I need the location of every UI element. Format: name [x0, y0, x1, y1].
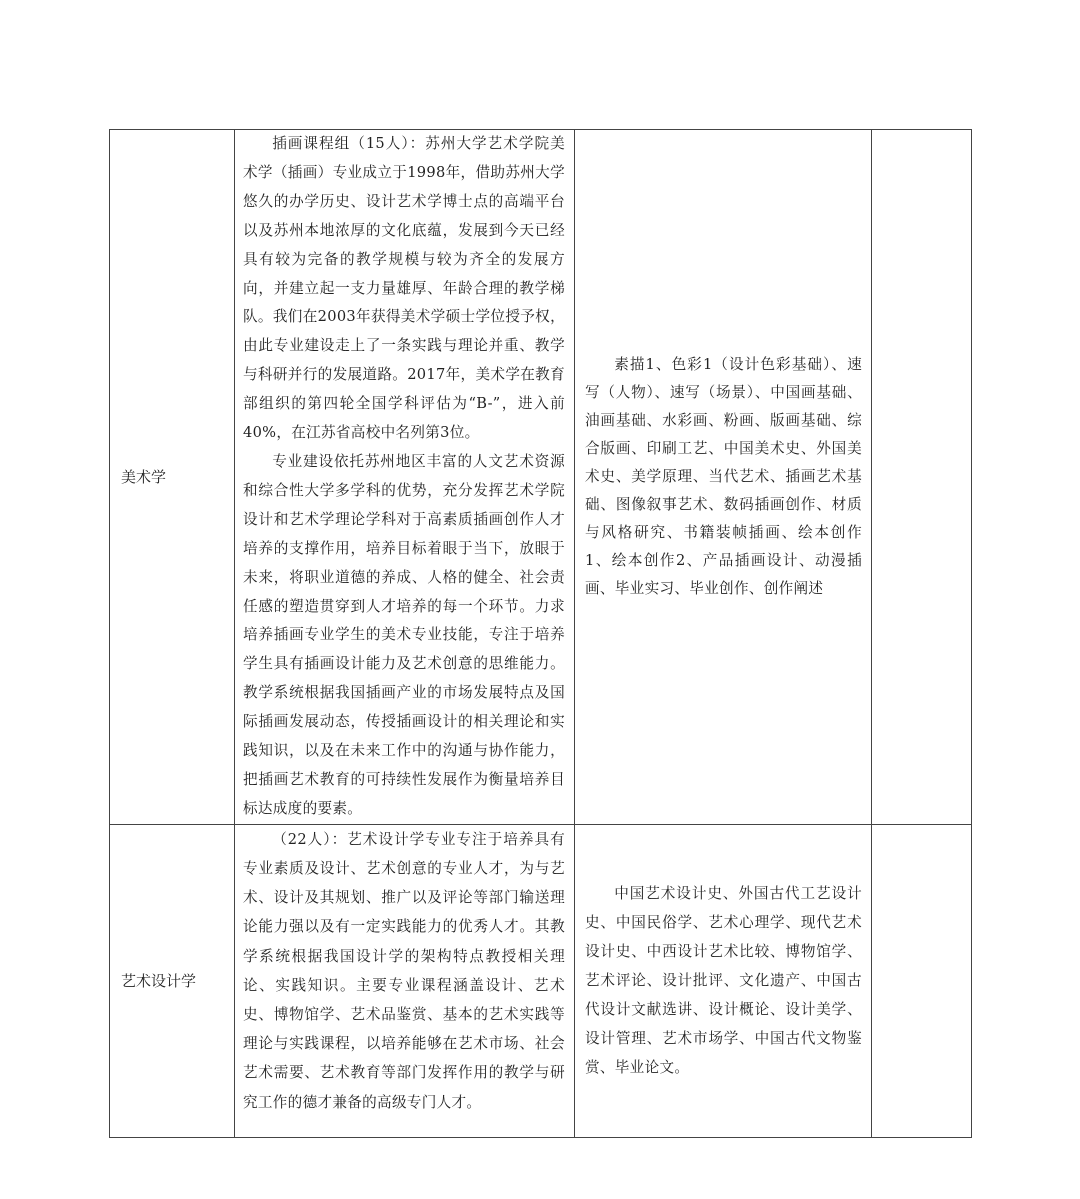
major-name: 艺术设计学 [121, 972, 197, 991]
table-row [110, 130, 972, 825]
table-row [110, 824, 972, 1137]
note-cell [872, 824, 972, 1137]
courses-cell [575, 824, 872, 1137]
courses-cell [575, 130, 872, 825]
description-paragraph: 专业建设依托苏州地区丰富的人文艺术资源和综合性大学多学科的优势，充分发挥艺术学院设计和艺术学理论学科对于高素质插画创作人才培养的支撑作用，培养目标着眼于当下，放眼于未来，将职业道德的养成、人格的健全、社会责任感的塑造贯穿到人才培养的每一个环节。力求培养插画专业学生的美术专业技能，专注于培养学生具有插画设计能力及艺术创意的思维能力。教学系统根据我国插画产业的市场发展特点及国际插画发展动态，传授插画设计的相关理论和实践知识，以及在未来工作中的沟通与协作能力，把插画艺术教育的可持续性发展作为衡量培养目标达成度的要素。 [243, 452, 565, 817]
description-paragraph: （22人）：艺术设计学专业专注于培养具有专业素质及设计、艺术创意的专业人才，为与艺术、设计及其规划、推广以及评论等部门输送理论能力强以及有一定实践能力的优秀人才。其教学系统根据我国设计学的架构特点教授相关理论、实践知识。主要专业课程涵盖设计、艺术史、博物馆学、艺术品鉴赏、基本的艺术实践等理论与实践课程，以培养能够在艺术市场、社会艺术需要、艺术教育等部门发挥作用的教学与研究工作的德才兼备的高级专门人才。 [243, 830, 565, 1111]
note-cell [872, 130, 972, 825]
description-cell [235, 824, 575, 1137]
course-list: 素描1、色彩1（设计色彩基础）、速写（人物）、速写（场景）、中国画基础、油画基础、水彩画、粉画、版画基础、综合版画、印刷工艺、中国美术史、外国美术史、美学原理、当代艺术、插画艺术基础、图像叙事艺术、数码插画创作、材质与风格研究、书籍装帧插画、绘本创作1、绘本创作2、产品插画设计、动漫插画、毕业实习、毕业创作、创作阐述 [585, 356, 862, 597]
major-cell [110, 130, 235, 825]
major-name: 美术学 [121, 468, 167, 487]
course-list: 中国艺术设计史、外国古代工艺设计史、中国民俗学、艺术心理学、现代艺术设计史、中西设计艺术比较、博物馆学、艺术评论、设计批评、文化遗产、中国古代设计文献选讲、设计概论、设计美学、设计管理、艺术市场学、中国古代文物鉴赏、毕业论文。 [585, 885, 862, 1077]
description-cell [235, 130, 575, 825]
curriculum-table [109, 129, 972, 1138]
major-cell [110, 824, 235, 1137]
description-paragraph: 插画课程组（15人）：苏州大学艺术学院美术学（插画）专业成立于1998年，借助苏州大学悠久的办学历史、设计艺术学博士点的高端平台以及苏州本地浓厚的文化底蕴，发展到今天已经具有较为完备的教学规模与较为齐全的发展方向，并建立起一支力量雄厚、年龄合理的教学梯队。我们在2003年获得美术学硕士学位授予权，由此专业建设走上了一条实践与理论并重、教学与科研并行的发展道路。2017年，美术学在教育部组织的第四轮全国学科评估为“B-”，进入前40%，在江苏省高校中名列第3位。 [243, 135, 565, 442]
